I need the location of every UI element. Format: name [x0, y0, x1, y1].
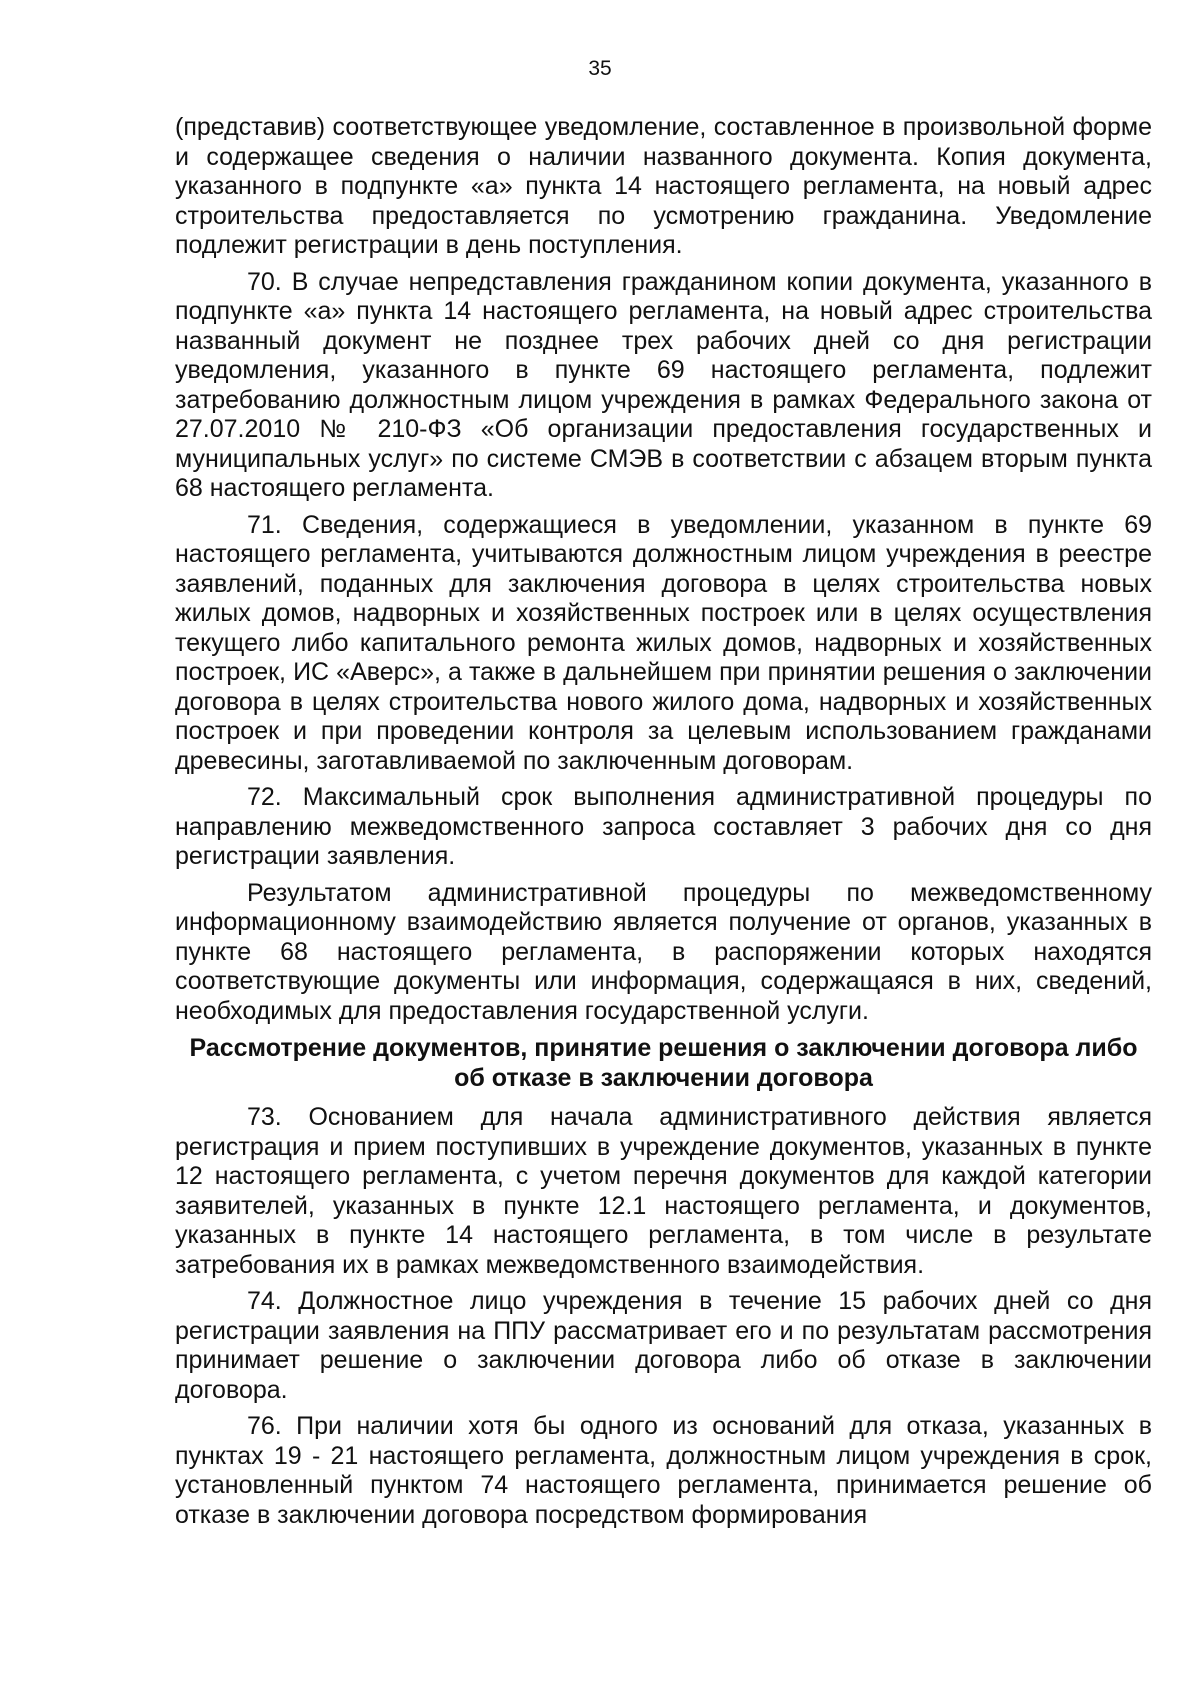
- document-body: [175, 113, 1152, 1530]
- paragraph-72: 72. Максимальный срок выполнения административной процедуры по направлению межведомственного запроса составляет 3 рабочих дня со дня регистрации заявления.: [175, 783, 1152, 870]
- paragraph-71: 71. Сведения, содержащиеся в уведомлении, указанном в пункте 69 настоящего регламента, учитываются должностным лицом учреждения в реестре заявлений, поданных для заключения договора в целях строительства новых жилых домов, надворных и хозяйственных построек или в целях осуществления текущего либо капитального ремонта жилых домов, надворных и хозяйственных построек, ИС «Аверс», а также в дальнейшем при принятии решения о заключении договора в целях строительства нового жилого дома, надворных и хозяйственных построек и при проведении контроля за целевым использованием гражданами древесины, заготавливаемой по заключенным договорам.: [175, 510, 1152, 775]
- paragraph-continuation: (представив) соответствующее уведомление, составленное в произвольной форме и содержащее сведения о наличии названного документа. Копия документа, указанного в подпункте «а» пункта 14 настоящего регламента, на новый адрес строительства предоставляется по усмотрению гражданина. Уведомление подлежит регистрации в день поступления.: [175, 113, 1152, 259]
- paragraph-result: Результатом административной процедуры по межведомственному информационному взаимодействию является получение от органов, указанных в пункте 68 настоящего регламента, в распоряжении которых находятся соответствующие документы или информация, содержащаяся в них, сведений, необходимых для предоставления государственной услуги.: [175, 878, 1152, 1025]
- page-number: 35: [588, 57, 612, 80]
- paragraph-70: 70. В случае непредставления гражданином копии документа, указанного в подпункте «а» пункта 14 настоящего регламента, на новый адрес строительства названный документ не позднее трех рабочих дней со дня регистрации уведомления, указанного в пункте 69 настоящего регламента, подлежит затребованию должностным лицом учреждения в рамках Федерального закона от 27.07.2010 № 210-ФЗ «Об организации предоставления государственных и муниципальных услуг» по системе СМЭВ в соответствии с абзацем вторым пункта 68 настоящего регламента.: [175, 267, 1152, 502]
- paragraph-73: 73. Основанием для начала административного действия является регистрация и прием поступивших в учреждение документов, указанных в пункте 12 настоящего регламента, с учетом перечня документов для каждой категории заявителей, указанных в пункте 12.1 настоящего регламента, и документов, указанных в пункте 14 настоящего регламента, в том числе в результате затребования их в рамках межведомственного взаимодействия.: [175, 1103, 1152, 1279]
- section-heading: Рассмотрение документов, принятие решения о заключении договора либо об отказе в заключении договора: [189, 1034, 1138, 1092]
- paragraph-76: 76. При наличии хотя бы одного из оснований для отказа, указанных в пунктах 19 - 21 настоящего регламента, должностным лицом учреждения в срок, установленный пунктом 74 настоящего регламента, принимается решение об отказе в заключении договора посредством формирования: [175, 1412, 1152, 1529]
- paragraph-74: 74. Должностное лицо учреждения в течение 15 рабочих дней со дня регистрации заявления на ППУ рассматривает его и по результатам рассмотрения принимает решение о заключении договора либо об отказе в заключении договора.: [175, 1287, 1152, 1404]
